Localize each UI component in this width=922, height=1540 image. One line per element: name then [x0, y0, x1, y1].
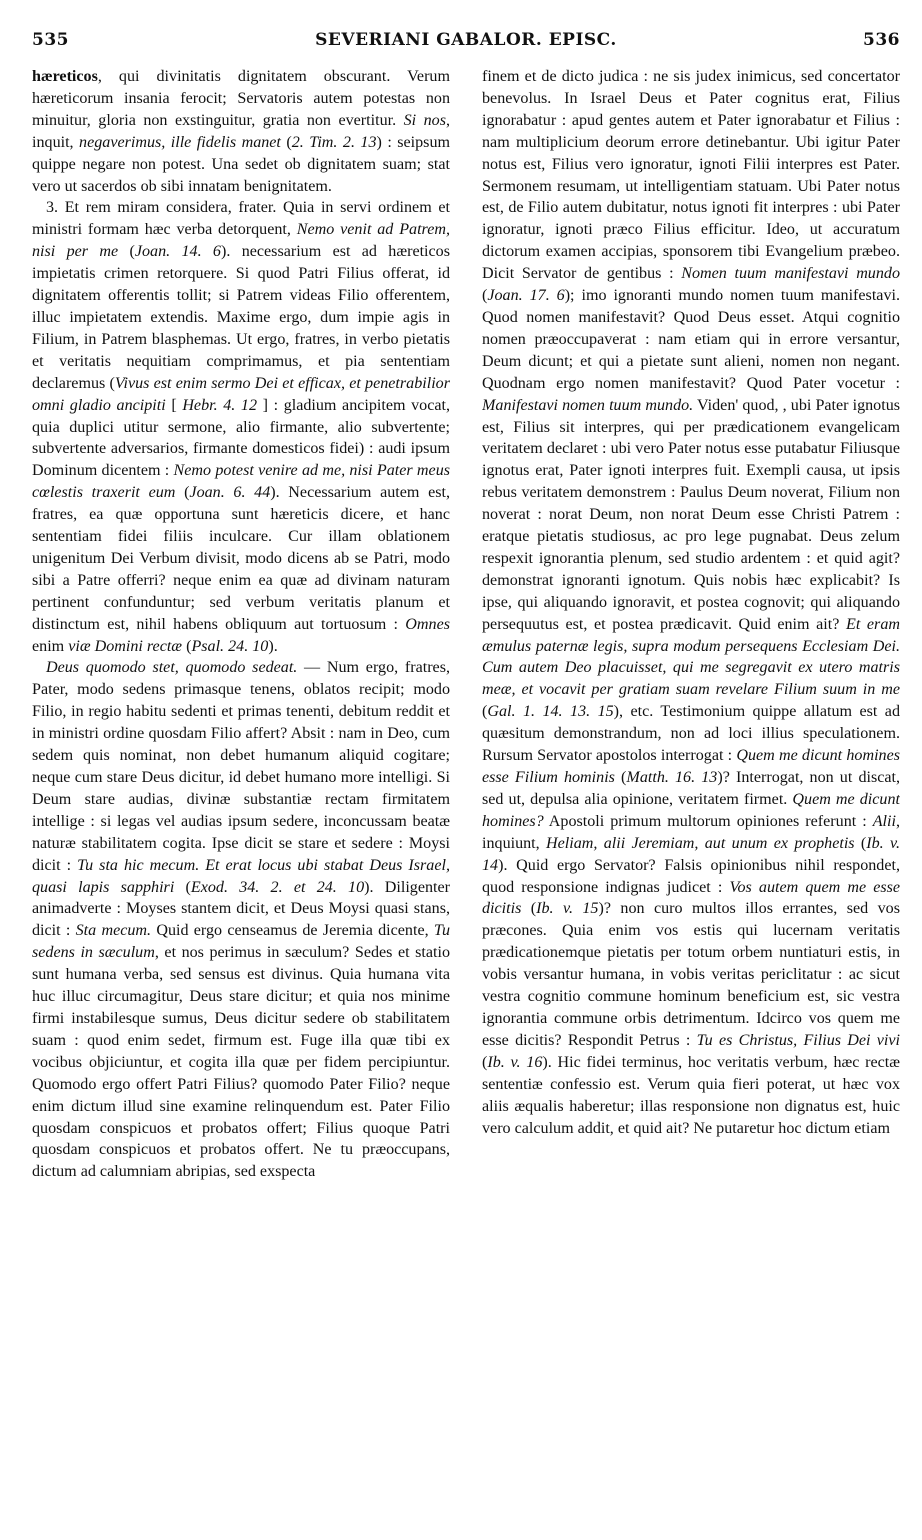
italic-citation: Tu sta hic mecum. Et erat locus ubi stabat Deus Israel, quasi lapis sapphiri [32, 856, 450, 896]
right-column-text [482, 66, 900, 1526]
italic-citation: Psal. 24. 10 [191, 637, 269, 655]
text-run: ). Quid ergo Servator? Falsis opinionibus nihil respondet, quod responsione indignas judicet : [482, 856, 900, 896]
page-number-right: 536 [863, 30, 900, 50]
italic-citation: Tu sedens in sæculum [32, 922, 450, 962]
text-run: )? non curo multos illos errantes, sed vos præcones. Quia enim vos estis qui lucernam veritatis prædicationemque pietatis per totum orbem nuntiaturi estis, in vobis versantur humana, in vobis veritas periclitatur : ac sicut vestra cognitio commune hominum beneficium est, sic vestra ignorantia commune orbis detrimentum. Idcirco vos quem me esse dicitis? Respondit Petrus : [482, 900, 900, 1049]
italic-citation: Ib. v. 16 [487, 1053, 543, 1071]
italic-citation: Joan. 6. 44 [189, 484, 271, 502]
italic-citation: Nomen tuum manifestavi mundo [681, 265, 900, 283]
italic-citation: Joan. 14. 6 [134, 243, 221, 261]
italic-citation: Vivus est enim sermo Dei et efficax, et penetrabilior omni gladio ancipiti [32, 374, 450, 414]
italic-citation: Matth. 16. 13 [626, 769, 718, 786]
italic-citation: Sta mecum. [75, 922, 152, 940]
italic-citation: viæ Domini rectæ [68, 637, 183, 655]
italic-citation: Alii [872, 812, 896, 830]
paragraph [32, 197, 450, 657]
text-run: enim [32, 637, 69, 655]
running-header [32, 30, 900, 58]
italic-citation: Manifestavi nomen tuum mundo. [482, 396, 694, 414]
text-run: ( [482, 287, 488, 305]
text-run: ) : seipsum quippe negare non potest. Una sedet ob dignitatem suam; stat vero ut sacerdos ob sibi innatam benignitatem. [32, 133, 450, 195]
italic-citation: negaverimus, ille fidelis manet [79, 133, 281, 151]
text-run: ). Hic fidei terminus, hoc veritatis verbum, hæc rectæ sententiæ confessio est. Verum quia fieri poterat, ut hæc vox aliis æqualis haberetur; illas responsione non dignatus est, huic vero calculum addit, et quid ait? Ne putaretur hoc dictum etiam [482, 1053, 900, 1137]
text-run: ( [182, 637, 192, 655]
text-run: Apostoli primum multorum opiniones referunt : [543, 812, 873, 830]
paragraph [32, 66, 450, 197]
italic-citation: Quem me dicunt homines? [482, 790, 900, 830]
italic-citation: Tu es Christus, Filius Dei vivi [696, 1031, 900, 1049]
text-run: ( [482, 1053, 488, 1071]
italic-citation: Omnes [405, 615, 450, 633]
paragraph [32, 657, 450, 1183]
text-run: , inquit, [32, 111, 450, 151]
text-run: [ [165, 396, 183, 414]
page-number-left: 535 [32, 30, 69, 50]
text-run: ). [268, 637, 278, 655]
italic-citation: Nemo potest venire ad me, nisi Pater meus cœlestis traxerit eum [32, 462, 450, 502]
italic-citation: Ib. v. 15 [536, 900, 599, 918]
bold-text: hæreticos [32, 68, 98, 85]
text-run: ( [482, 703, 488, 721]
text-run: ); imo ignoranti mundo nomen tuum manifestavi. Quod nomen manifestavit? Quod Deus esset. Atqui cognitio nomen præoccupaverat : nam etiam qui in errore versantur, Deum dicunt; et qui a pietate sunt alieni, nomen non negant. Quodnam ergo nomen manifestavit? Quod Pater vocetur : [482, 287, 900, 392]
italic-citation: Nemo venit ad Patrem, nisi per me [32, 221, 450, 261]
italic-citation: Gal. 1. 14. 13. 15 [487, 703, 614, 721]
italic-citation: Et eram æmulus paternæ legis, supra modum persequens Ecclesiam Dei. Cum autem Deo placuisset, qui me segregavit ex utero matris meæ, et vocavit per gratiam suam revelare Filium suum in me [482, 615, 900, 699]
italic-citation: Quem me dicunt homines esse Filium hominis [482, 747, 900, 786]
text-run: — Num ergo, fratres, Pater, modo sedens primasque tenens, oblatos recipit; modo Filio, in regio habitu sedenti et primas tenenti, debitum reddit et in ministri ordine quosdam Filio affert? Absit : nam in Deo, cum sedem quis nominat, non debet humanum aliquid cogitare; neque cum stare Deus dicitur, id debet humano more intelligi. Si Deum stare audias, divinæ substantiæ rectam firmitatem intellige : si legas vel audias ipsum sedere, inconcussam beatæ naturæ stabilitatem cogita. Ipse dicit se stare et sedere : Moysi dicit : [32, 659, 450, 874]
italic-citation: Vos autem quem me esse dicitis [482, 878, 900, 918]
text-run: , inquiunt, [482, 812, 900, 852]
text-run: ). Diligenter animadverte : Moyses stantem dicit, et Deus Moysi quasi stans, dicit : [32, 878, 450, 940]
italic-citation: Heliam, alii Jeremiam, aut unum ex prophetis [546, 834, 855, 852]
paragraph [482, 66, 900, 1139]
italic-citation: Hebr. 4. 12 [182, 396, 258, 414]
text-run: ( [521, 900, 537, 918]
text-run: ( [174, 878, 191, 896]
text-run: ( [280, 133, 292, 151]
text-run: ( [614, 769, 627, 786]
text-run: finem et de dicto judica : ne sis judex inimicus, sed concertator benevolus. In Israel Deus et Pater cognitus erat, Filius ignorabatur : apud gentes autem et Pater ignorabatur et Filius : nam multiplicium deorum errore detinebantur. Ubi igitur Pater notus est, Filius vero ignoratur, ignoti Filii interpres est Pater. Sermonem resumam, ut intelligentiam statuam. Ubi Pater notus est, de Filio autem dubitatur, notus ignoti fit interpres : ubi Pater ignoratur, ignoti præco Filius efficitur. Ideo, ut accuratum dictorum examen accipias, sponsorem tibi Evangelium præbeo. Dicit Servator de gentibus : [482, 68, 900, 283]
text-run: ] : gladium ancipitem vocat, quia duplici utitur sermone, alio firmante, alio subvertente; subvertente adversarios, firmante domesticos fidei) : audi ipsum Dominum dicentem : [32, 396, 450, 480]
text-run: ( [118, 243, 135, 261]
italic-citation: 2. Tim. 2. 13 [291, 133, 377, 151]
left-column-text [32, 66, 450, 1526]
italic-citation: Exod. 34. 2. et 24. 10 [190, 878, 365, 896]
italic-citation: Joan. 17. 6 [487, 287, 565, 305]
text-run: ). Necessarium autem est, fratres, ea quæ opportuna sunt hæreticis dicere, et hanc sententiam fidei filiis inculcare. Cur illam oblationem unigenitum Dei Verbum divisit, modo dicens ab se Patri, modo sibi a Patre offerri? neque enim ea quæ ad divinam naturam pertinent confunduntur; sed verbum veritatis planum et distinctum est, nihil habens obliquum aut tortuosum : [32, 484, 450, 633]
text-run: 3. Et rem miram considera, frater. Quia in servi ordinem et ministri formam hæc verba detorquent, [32, 199, 450, 239]
text-run: , qui divinitatis dignitatem obscurant. Verum hæreticorum insania ferocit; Servatoris autem potestas non minuitur, gloria non exstinguitur, gratia non evertitur. [32, 68, 450, 129]
italic-citation: Si nos [403, 111, 446, 129]
text-run: , et nos perimus in sæculum? Sedes et statio sunt humana verba, sed sensus est divinus. Quia humana vita huc illuc circumagitur, Deus stare dicitur; et quia nos minime firmi instabilesque sumus, Deus dicitur sedere ob stabilitatem suam : quod enim sedet, firmum est. Fuge illa quæ tibi ex vocibus objiciuntur, et cogita illa quæ per fidem percipiuntur. Quomodo ergo offert Patri Filius? quomodo Pater Filio? neque enim dictum illud sine examine relinquendum est. Pater Filio quosdam conspicuos et probatos offert; Filius quoque Patri quosdam conspicuos et probatos offert. Ne tu præoccupans, dictum ad calumniam abripias, sed exspecta [32, 944, 450, 1181]
text-run: ). necessarium est ad hæreticos impietatis crimen retorquere. Si quod Patri Filius offerat, id dignitatem offerentis tollit; si Patrem videas Filio offerentem, illuc impietatem extendis. Maxime ergo, dum impie agis in Filium, in Patrem blasphemas. Ut ergo, fratres, in verbo pietatis et veritatis nequitiam comprimamus, et pia sententiam declaremus ( [32, 243, 450, 392]
running-title: SEVERIANI GABALOR. EPISC. [315, 30, 617, 50]
text-run: ( [175, 484, 190, 502]
text-run: )? Interrogat, non ut discat, sed ut, depulsa alia opinione, veritatem firmet. [482, 769, 900, 808]
italic-citation: Deus quomodo stet, quomodo sedeat. [46, 659, 298, 677]
text-run: Quid ergo censeamus de Jeremia dicente, [151, 922, 434, 940]
italic-citation: Ib. v. 14 [482, 834, 900, 874]
text-run: ), etc. Testimonium quippe allatum est ad quæsitum demonstrandum, non ad loci illius speculationem. Rursum Servator apostolos interrogat : [482, 703, 900, 765]
text-run: Viden' quod, , ubi Pater ignotus est, Filius sit interpres, qui per prædicationem evangelicam veritatem declaret : ubi vero Pater notus esse putabatur Filiusque ignotus erat, Pater ignoti interpres fuit. Exempli causa, ut ipsis rebus veritatem demonstrem : Paulus Deum noverat, Filium non noverat : norat Deum, non norat Deum esse Christi Patrem : eratque pietatis studiosus, ac pro lege pugnabat. Deus zelum respexit ignorantia plenum, sed studio ardentem : et quid agit? demonstrat ignoranti ignotum. Quis nobis hæc explicabit? Is ipse, qui aliquando ignoravit, et postea cognovit; qui aliquando persequutus est, et postea prædicavit. Quid enim ait? [482, 396, 900, 633]
text-run: ( [854, 834, 867, 852]
